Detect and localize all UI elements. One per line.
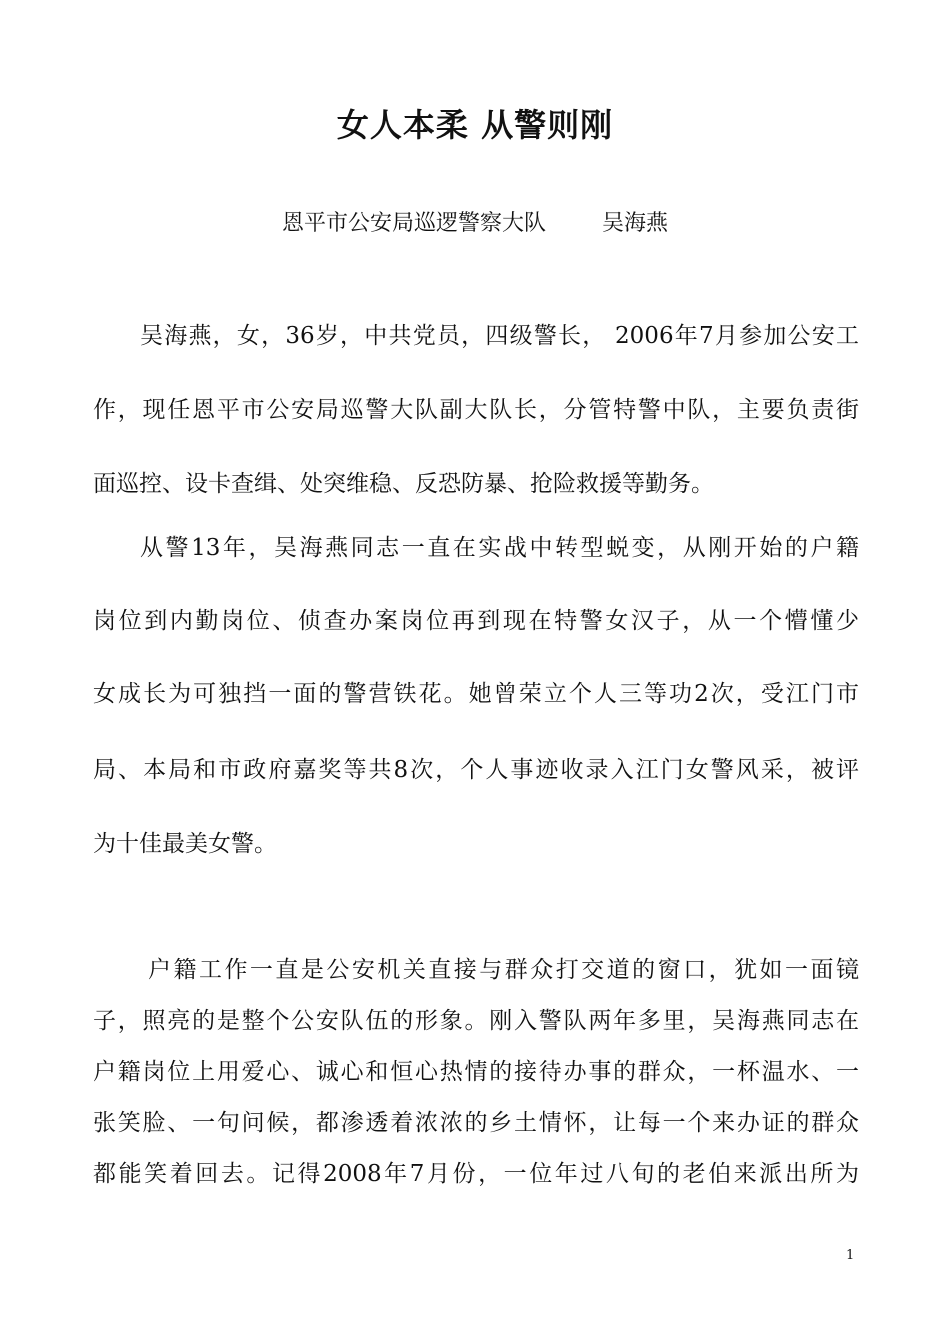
paragraph-line: 吴海燕，女，36岁，中共党员，四级警长， 2006年7月参加公安工 (140, 323, 859, 349)
paragraph-line: 张笑脸、一句问候，都渗透着浓浓的乡土情怀，让每一个来办证的群众 (93, 1110, 859, 1136)
paragraph-line: 女成长为可独挡一面的警营铁花。她曾荣立个人三等功2次，受江门市 (93, 681, 859, 707)
paragraph-line: 为十佳最美女警。 (93, 831, 277, 857)
paragraph-line: 面巡控、设卡查缉、处突维稳、反恐防暴、抢险救援等勤务。 (93, 471, 714, 497)
paragraph-line: 岗位到内勤岗位、侦查办案岗位再到现在特警女汉子，从一个懵懂少 (93, 608, 859, 634)
paragraph-line: 作，现任恩平市公安局巡警大队副大队长，分管特警中队，主要负责街 (93, 397, 859, 423)
paragraph-line: 局、本局和市政府嘉奖等共8次，个人事迹收录入江门女警风采，被评 (93, 757, 859, 783)
page-number: 1 (846, 1248, 855, 1263)
paragraph-line: 子，照亮的是整个公安队伍的形象。刚入警队两年多里，吴海燕同志在 (93, 1008, 859, 1034)
paragraph-line: 都能笑着回去。记得2008年7月份，一位年过八旬的老伯来派出所为 (93, 1161, 859, 1187)
paragraph-line: 户籍岗位上用爱心、诚心和恒心热情的接待办事的群众，一杯温水、一 (93, 1059, 859, 1085)
author-byline: 恩平市公安局巡逻警察大队 吴海燕 (282, 211, 668, 236)
paragraph-line: 从警13年，吴海燕同志一直在实战中转型蜕变，从刚开始的户籍 (140, 535, 859, 561)
paragraph-line: 户籍工作一直是公安机关直接与群众打交道的窗口，犹如一面镜 (148, 957, 859, 983)
page-title: 女人本柔 从警则刚 (336, 106, 614, 144)
